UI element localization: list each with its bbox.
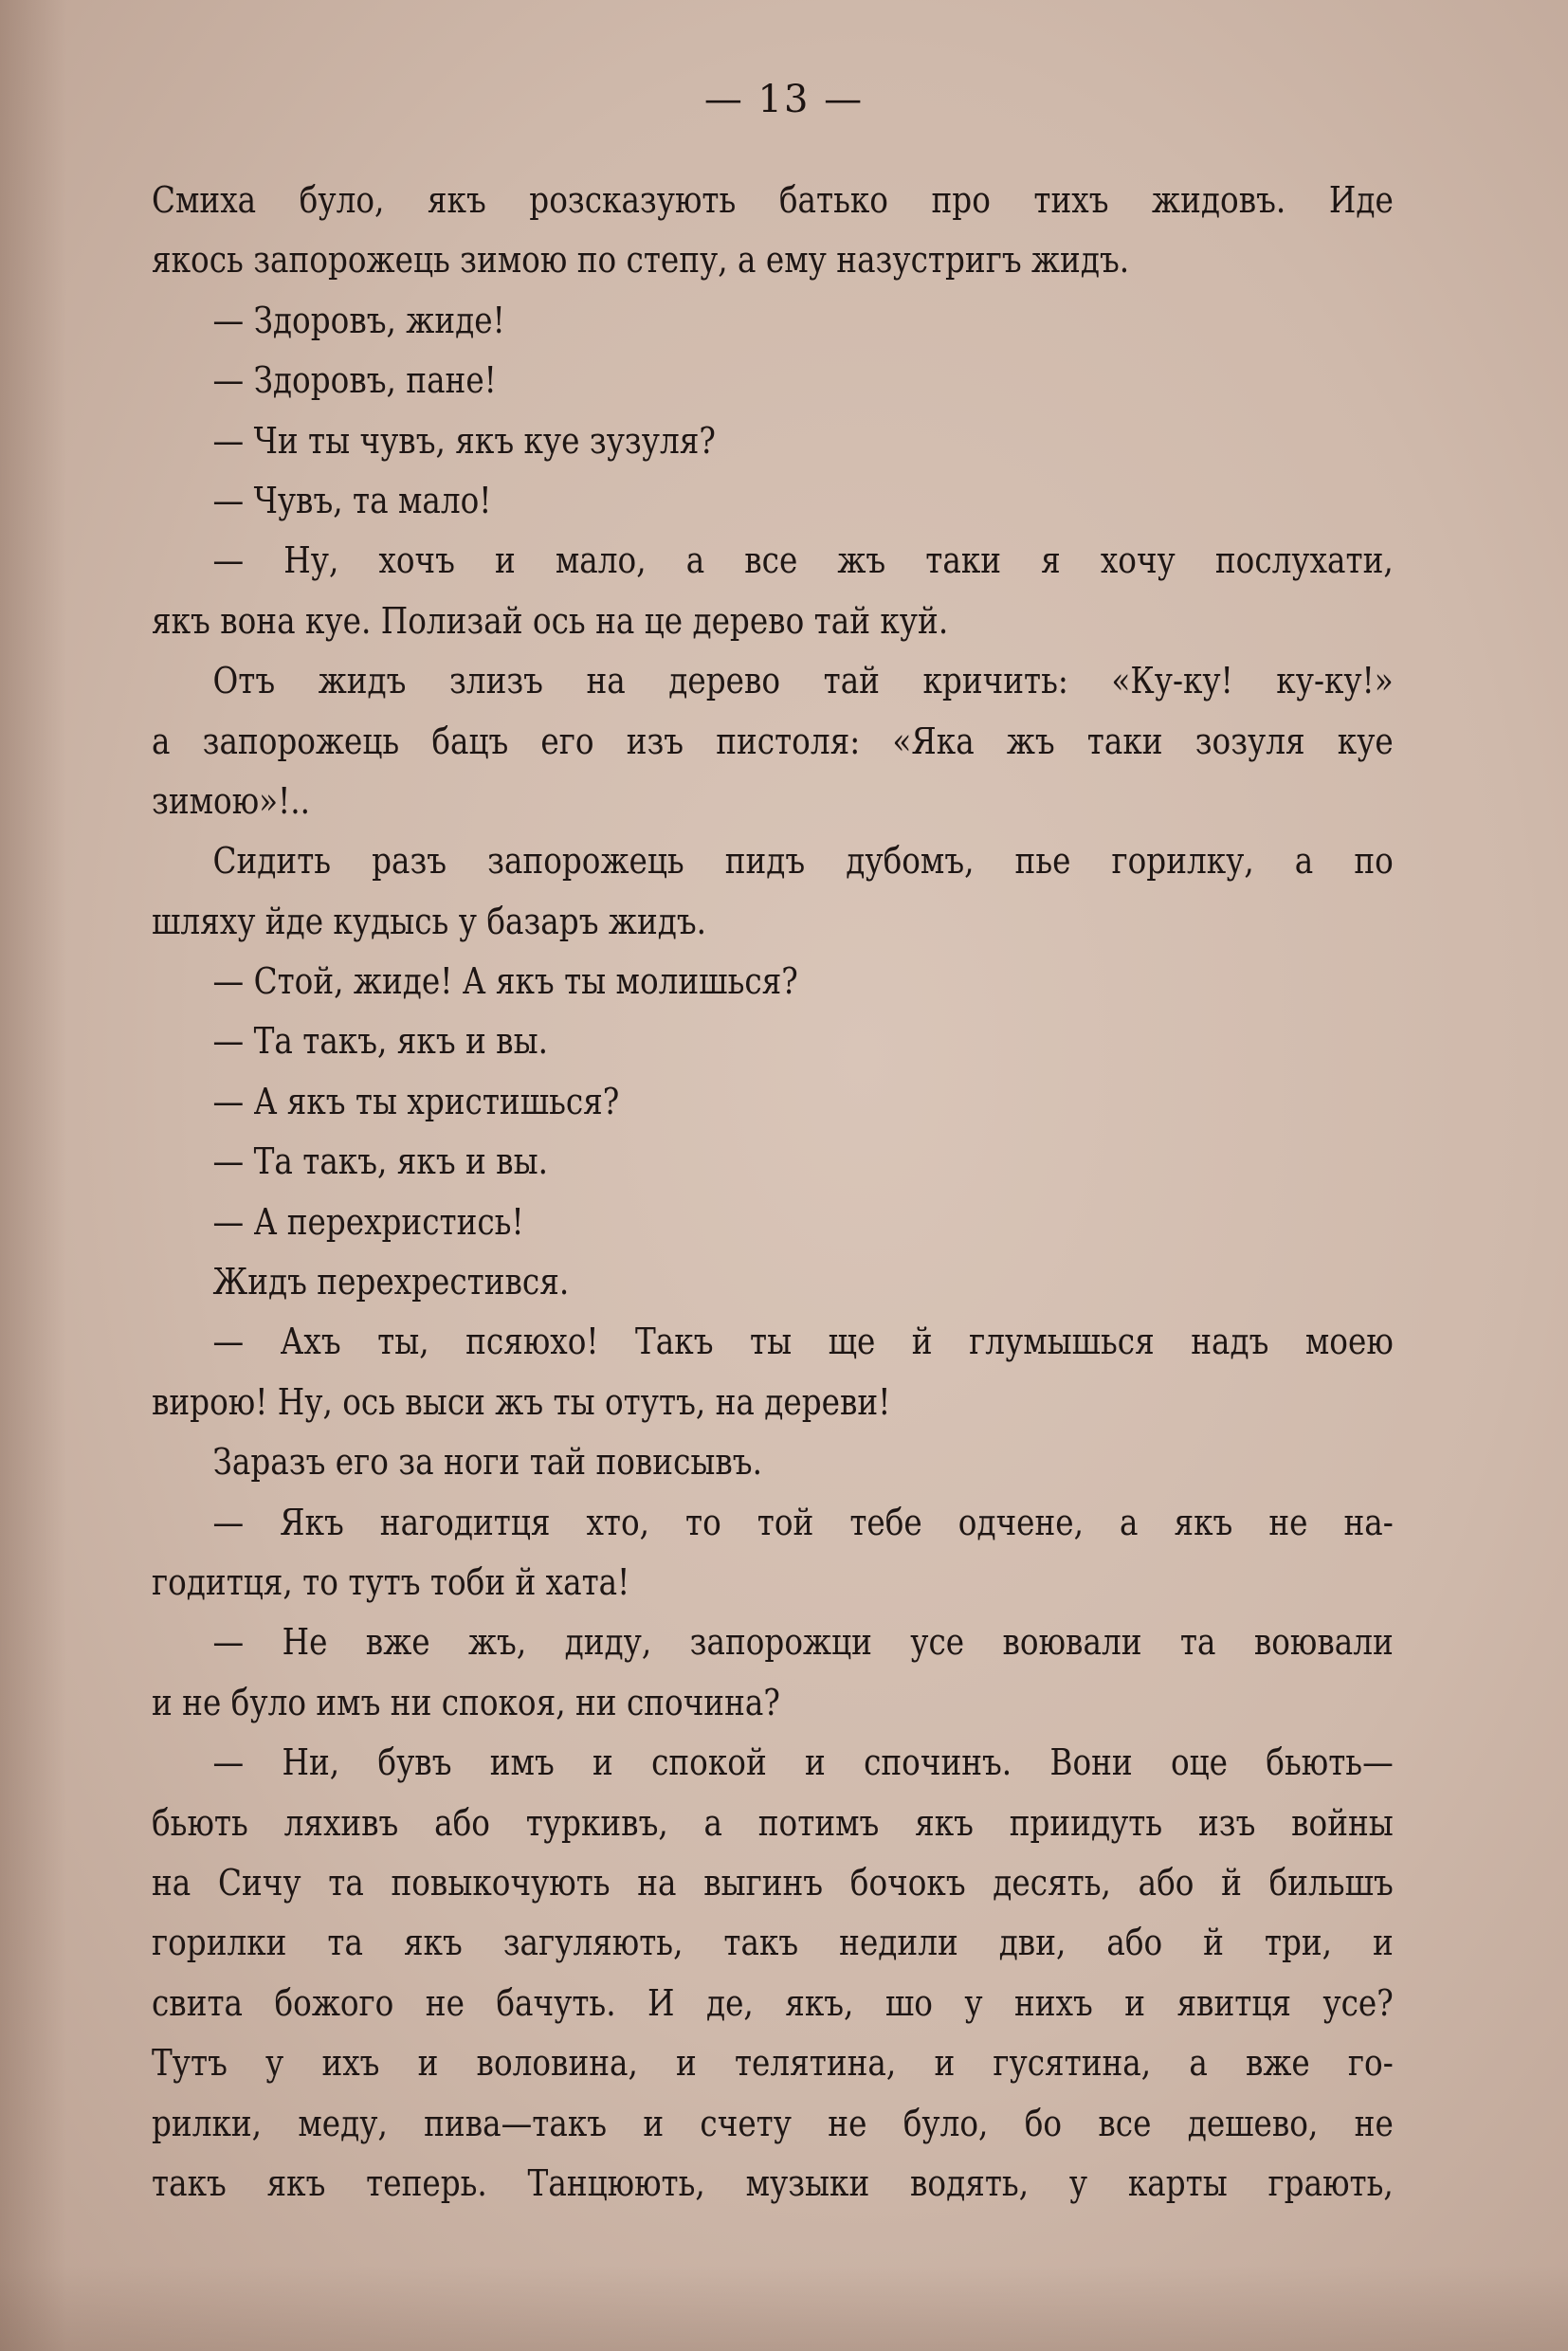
text-line: и не було имъ ни спокоя, ни спочина? [152,1681,780,1723]
text-line: — Здоровъ, пане! [212,359,497,402]
page-shadow-bottom [0,2266,1568,2351]
text-line: горилки та якъ загуляють, такъ недили дви, або й три, и [152,1922,1394,1964]
text-line: — А перехристись! [212,1200,524,1243]
page-number: — 13 — [703,78,865,121]
text-line: свита божого не бачуть. И де, якъ, шо у нихъ и явитця усе? [152,1981,1394,2024]
text-line: — Якъ нагодитця хто, то той тебе одчене, а якъ не на- [212,1501,1394,1543]
text-line: Заразъ его за ноги тай повисывъ. [212,1441,762,1484]
text-line: — Не вже жъ, диду, запорожци усе воювали та воювали [212,1621,1394,1664]
text-line: а запорожець бацъ его изъ пистоля: «Яка жъ таки зозуля куе [152,720,1394,762]
text-line: — Та такъ, якъ и вы. [212,1140,548,1183]
text-line: Тутъ у ихъ и воловина, и телятина, и гусятина, а вже го- [152,2042,1394,2085]
text-line: Смиха було, якъ розсказують батько про тихъ жидовъ. Иде [152,179,1394,221]
text-line: якъ вона куе. Полизай ось на це дерево тай куй. [152,599,949,642]
text-line: зимою»!.. [152,779,311,822]
text-line: Жидъ перехрестився. [212,1261,570,1303]
text-line: бьють ляхивъ або туркивъ, а потимъ якъ приидуть изъ войны [152,1801,1394,1844]
text-line: рилки, меду, пива—такъ и счету не було, бо все дешево, не [152,2102,1394,2144]
text-line: — Чи ты чувъ, якъ куе зузуля? [212,419,716,462]
text-line: годитця, то тутъ тоби й хата! [152,1560,630,1603]
text-line: — Здоровъ, жиде! [212,299,505,341]
text-line: якось запорожець зимою по степу, а ему назустригъ жидъ. [152,239,1130,282]
page-text-block [152,171,1394,2214]
text-line: — Та такъ, якъ и вы. [212,1020,548,1063]
text-line: вирою! Ну, ось выси жъ ты отутъ, на дереви! [152,1380,891,1423]
text-line: на Сичу та повыкочують на выгинъ бочокъ десять, або й бильшъ [152,1861,1394,1904]
text-line: такъ якъ теперь. Танцюють, музыки водять, у карты грають, [152,2161,1394,2204]
text-line: — Стой, жиде! А якъ ты молишься? [212,960,798,1003]
page-shadow-left [0,0,66,2351]
text-line: шляху йде кудысь у базаръ жидъ. [152,900,707,942]
text-line: — А якъ ты христишься? [212,1080,620,1122]
text-line: — Чувъ, та мало! [212,479,492,521]
text-line: Отъ жидъ злизъ на дерево тай кричить: «Ку-ку! ку-ку!» [212,660,1394,702]
text-line: Сидить разъ запорожець пидъ дубомъ, пье горилку, а по [212,840,1394,883]
text-line: — Ни, бувъ имъ и спокой и спочинъ. Вони оце бьють— [212,1741,1394,1784]
text-line: — Ну, хочъ и мало, а все жъ таки я хочу послухати, [212,539,1394,582]
text-line: — Ахъ ты, псяюхо! Такъ ты ще й глумышься надъ моею [212,1321,1394,1363]
